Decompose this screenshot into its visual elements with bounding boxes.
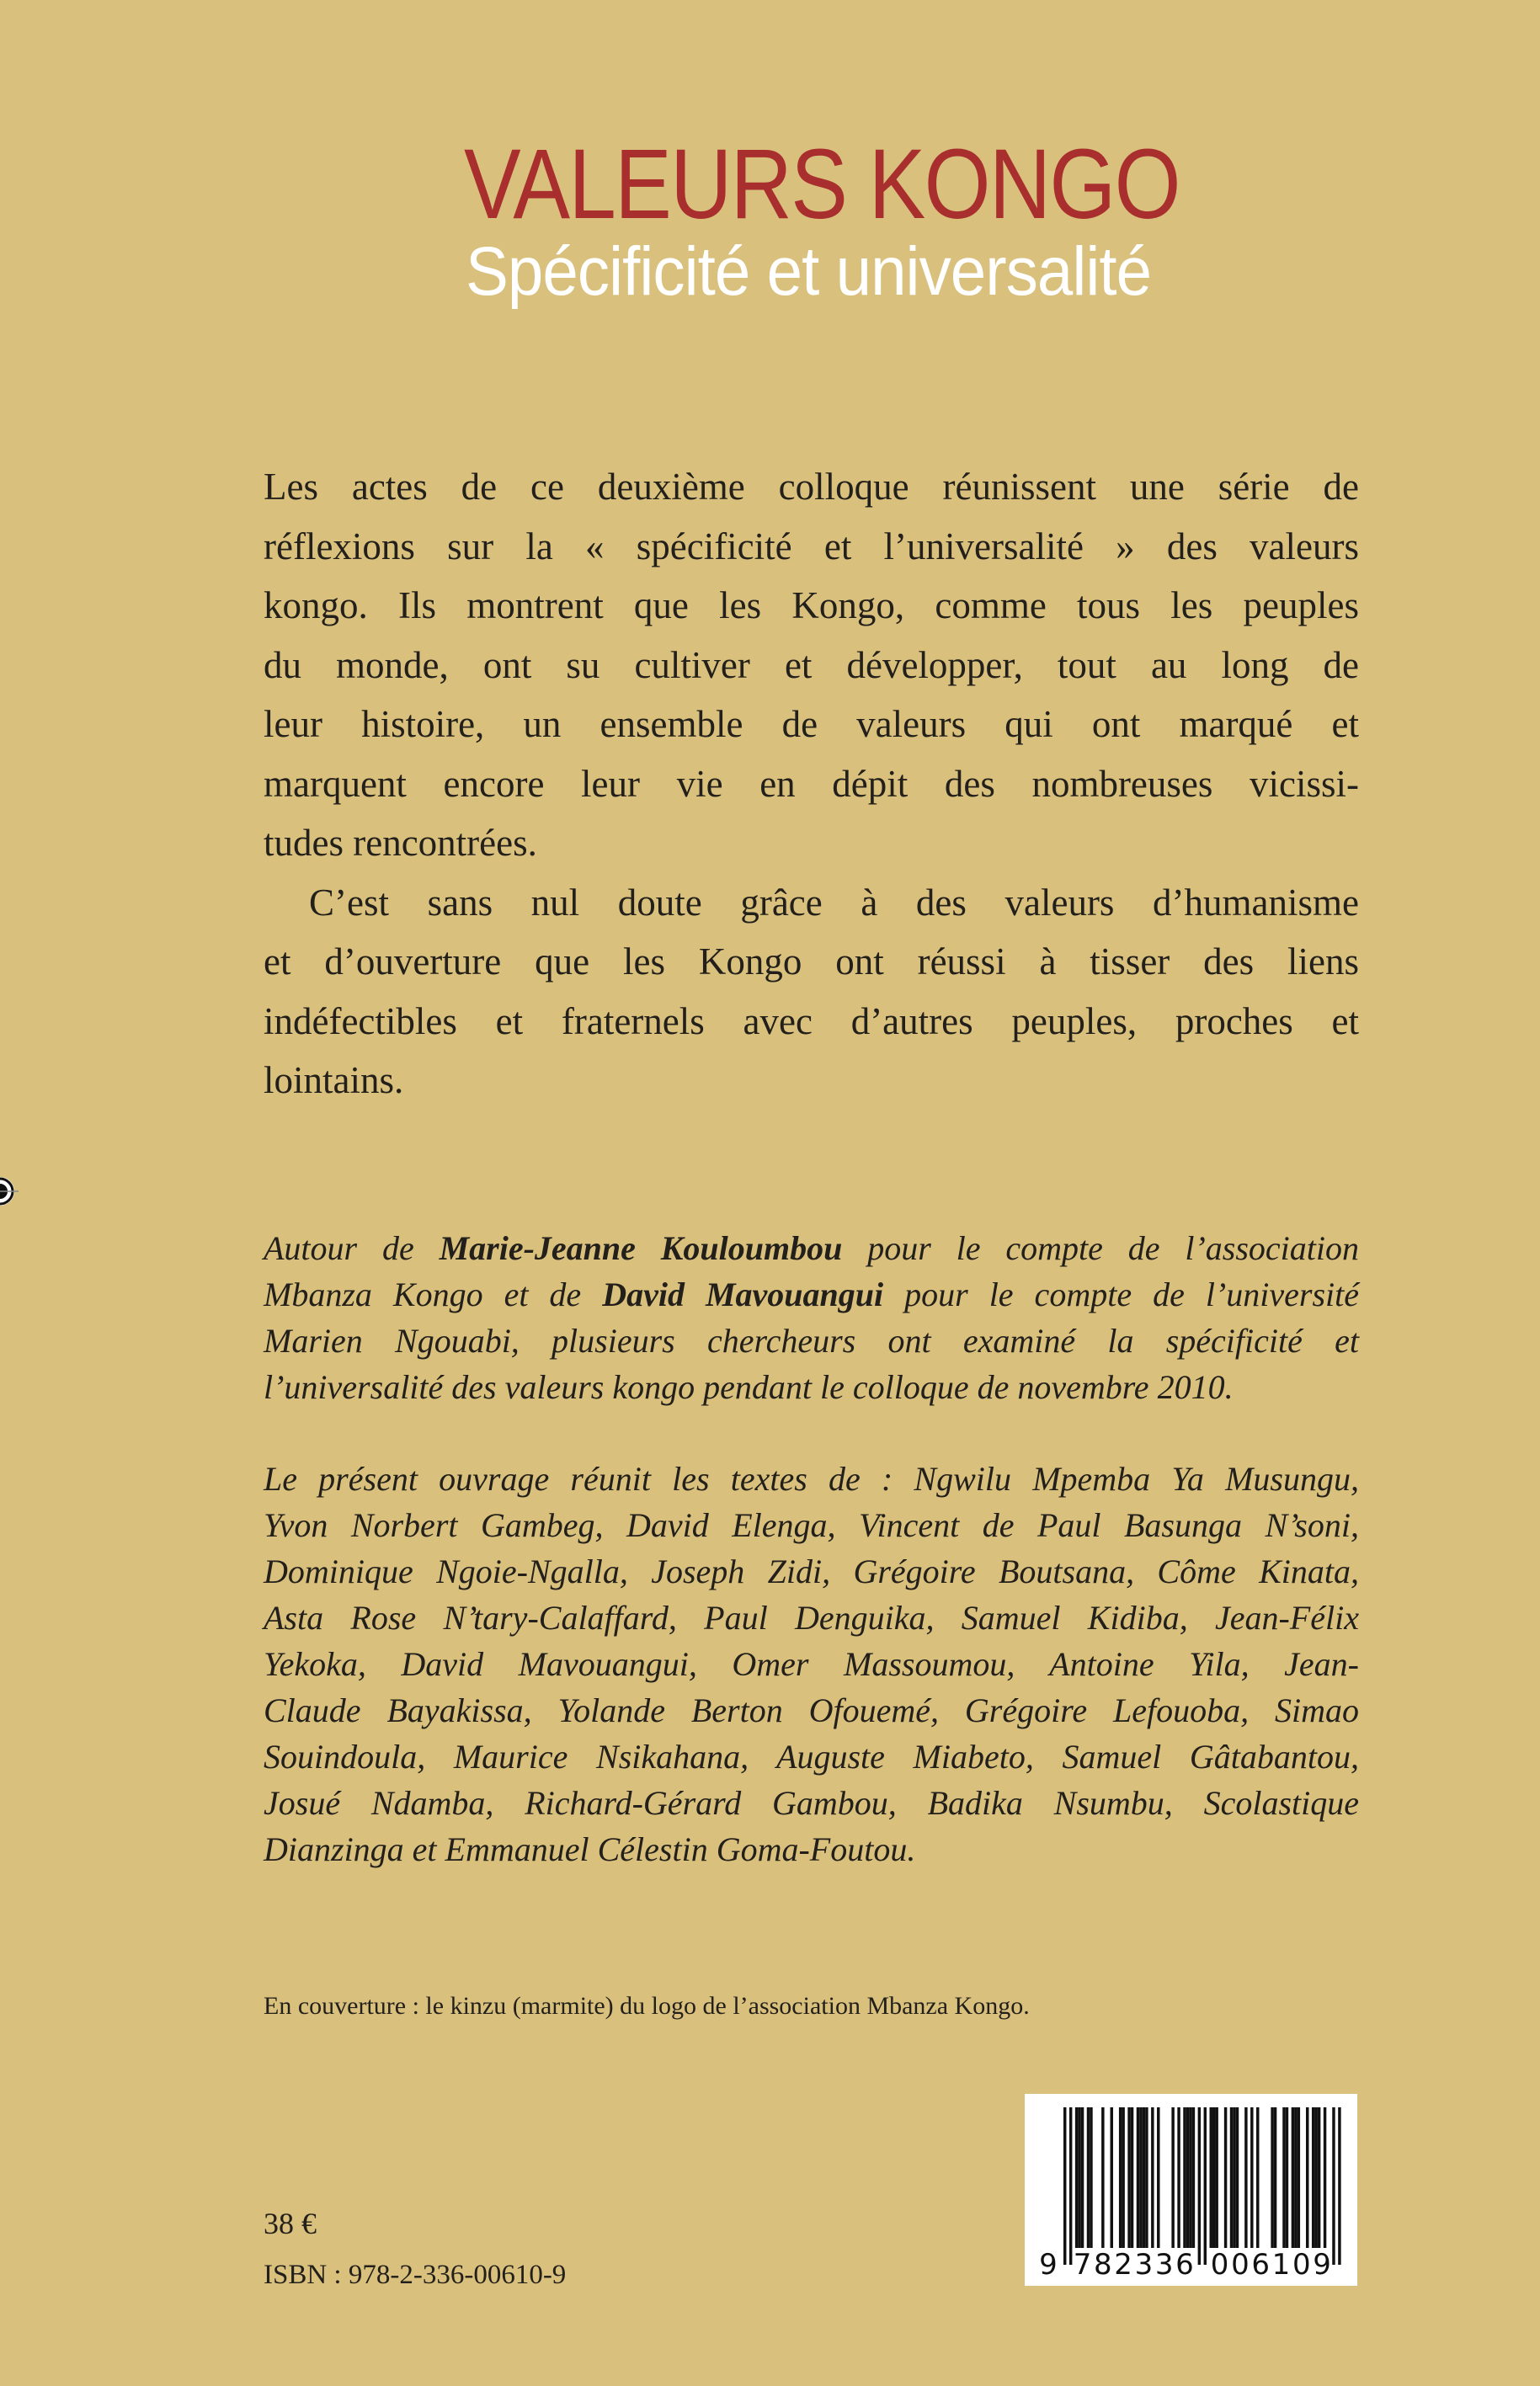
- barcode-bar: [1087, 2107, 1090, 2248]
- contributors-line: Yvon Norbert Gambeg, David Elenga, Vincent de Paul Basunga N’soni,: [264, 1506, 1359, 1544]
- isbn: ISBN : 978-2-336-00610-9: [264, 2260, 567, 2290]
- contributors-line: Claude Bayakissa, Yolande Berton Ofouemé, Grégoire Lefouoba, Simao: [264, 1691, 1359, 1729]
- barcode-bar: [1274, 2107, 1276, 2248]
- text: pour le compte de l’université: [883, 1276, 1359, 1313]
- barcode-digit: 2: [1114, 2248, 1132, 2282]
- editors-line: [264, 1271, 1359, 1318]
- book-subtitle: Spécificité et universalité: [466, 233, 1152, 310]
- editor-name: Marie-Jeanne Kouloumbou: [439, 1229, 843, 1267]
- barcode-digit: 8: [1093, 2248, 1112, 2282]
- barcode-bar: [1186, 2107, 1189, 2248]
- editors-line: Marien Ngouabi, plusieurs chercheurs ont examiné la spécificité et: [264, 1322, 1359, 1360]
- barcode-bar: [1063, 2107, 1066, 2265]
- cover-caption: En couverture : le kinzu (marmite) du logo de l’association Mbanza Kongo.: [264, 1992, 1030, 2020]
- text: pour le compte de l’association: [842, 1229, 1360, 1267]
- barcode-bar: [1192, 2107, 1195, 2248]
- barcode-digit: 9: [1039, 2248, 1058, 2282]
- registration-mark-icon: [0, 1174, 25, 1208]
- barcode-digit: 3: [1154, 2248, 1174, 2282]
- barcode-bar: [1090, 2107, 1092, 2248]
- barcode-bar: [1318, 2107, 1320, 2248]
- barcode-bar: [1069, 2107, 1072, 2265]
- barcode-bar: [1244, 2107, 1247, 2248]
- barcode-bar: [1338, 2107, 1340, 2265]
- barcode-digit: 0: [1231, 2248, 1250, 2282]
- editors-paragraph: [264, 1225, 1359, 1410]
- editor-name: David Mavouangui: [602, 1276, 884, 1313]
- contributors-line: Dianzinga et Emmanuel Célestin Goma-Foutou.: [264, 1830, 916, 1868]
- summary-line: Les actes de ce deuxième colloque réunissent une série de: [264, 466, 1359, 508]
- barcode-bar: [1256, 2107, 1259, 2248]
- barcode-bar: [1183, 2107, 1186, 2248]
- contributors-line: Asta Rose N’tary-Calaffard, Paul Denguika, Samuel Kidiba, Jean-Félix: [264, 1599, 1359, 1637]
- summary-line: et d’ouverture que les Kongo ont réussi à tisser des liens: [264, 940, 1359, 983]
- contributors-line: Yekoka, David Mavouangui, Omer Massoumou, Antoine Yila, Jean-: [264, 1645, 1359, 1683]
- barcode-bar: [1212, 2107, 1215, 2248]
- barcode-bar: [1224, 2107, 1227, 2248]
- barcode-bar: [1139, 2107, 1142, 2248]
- summary-line: indéfectibles et fraternels avec d’autres peuples, proches et: [264, 999, 1359, 1042]
- editors-line: [264, 1225, 1359, 1271]
- editors-line: l’universalité des valeurs kongo pendant le colloque de novembre 2010.: [264, 1368, 1234, 1406]
- barcode-bar: [1145, 2107, 1148, 2248]
- summary-line: C’est sans nul doute grâce à des valeurs d’humanisme: [309, 881, 1359, 924]
- summary-line: réflexions sur la « spécificité et l’universalité » des valeurs: [264, 525, 1359, 567]
- barcode-bar: [1127, 2107, 1130, 2248]
- barcode-digit: 6: [1251, 2248, 1271, 2282]
- barcode-bar: [1171, 2107, 1174, 2248]
- barcode-bar: [1198, 2107, 1201, 2265]
- barcode-digit: 1: [1271, 2248, 1291, 2282]
- barcode-bar: [1204, 2107, 1207, 2265]
- barcode-digit: 0: [1210, 2248, 1229, 2282]
- barcode-bar: [1271, 2107, 1273, 2248]
- barcode-bar: [1306, 2107, 1308, 2248]
- summary-line: marquent encore leur vie en dépit des nombreuses vicissi-: [264, 762, 1359, 805]
- summary-line: tudes rencontrées.: [264, 822, 537, 864]
- barcode-bar: [1177, 2107, 1180, 2248]
- contributors-line: Josué Ndamba, Richard-Gérard Gambou, Badika Nsumbu, Scolastique: [264, 1784, 1359, 1822]
- barcode-bar: [1143, 2107, 1145, 2248]
- contributors-line: Le présent ouvrage réunit les textes de : Ngwilu Mpemba Ya Musungu,: [264, 1460, 1359, 1498]
- barcode-bar: [1332, 2107, 1335, 2265]
- text: Autour de: [264, 1229, 440, 1267]
- barcode-bar: [1210, 2107, 1212, 2248]
- barcode-bar: [1294, 2107, 1297, 2248]
- barcode-bar: [1081, 2107, 1084, 2248]
- barcode-digit: 6: [1175, 2248, 1194, 2282]
- barcode-bar: [1111, 2107, 1113, 2248]
- text: Mbanza Kongo et de: [264, 1276, 603, 1313]
- book-title: VALEURS KONGO: [464, 129, 1180, 240]
- barcode-bar: [1314, 2107, 1317, 2248]
- summary-line: du monde, ont su cultiver et développer, tout au long de: [264, 643, 1359, 686]
- barcode-bar: [1230, 2107, 1233, 2248]
- barcode-bar: [1131, 2107, 1133, 2248]
- barcode-digit: 0: [1292, 2248, 1311, 2282]
- barcode-bar: [1078, 2107, 1080, 2248]
- barcode-bar: [1282, 2107, 1285, 2248]
- barcode-bar: [1324, 2107, 1326, 2248]
- barcode-bar: [1250, 2107, 1253, 2248]
- barcode-bar: [1286, 2107, 1288, 2248]
- barcode-bar: [1157, 2107, 1159, 2248]
- barcode-bar: [1189, 2107, 1191, 2248]
- barcode-digit: 7: [1073, 2248, 1092, 2282]
- barcode-bar: [1122, 2107, 1124, 2248]
- barcode-bar: [1298, 2107, 1300, 2248]
- summary-line: lointains.: [264, 1059, 404, 1101]
- barcode-bar: [1215, 2107, 1218, 2248]
- barcode-digit: 9: [1313, 2248, 1331, 2282]
- price: 38 €: [264, 2207, 317, 2240]
- contributors-line: Souindoula, Maurice Nsikahana, Auguste Miabeto, Samuel Gâtabantou,: [264, 1738, 1359, 1776]
- summary-text: [264, 457, 1359, 1110]
- barcode-bar: [1236, 2107, 1239, 2248]
- barcode-digit: 3: [1134, 2248, 1154, 2282]
- barcode-bar: [1101, 2107, 1104, 2248]
- summary-line: kongo. Ils montrent que les Kongo, comme tous les peuples: [264, 584, 1359, 626]
- barcode-bar: [1075, 2107, 1078, 2248]
- barcode-bar: [1151, 2107, 1154, 2248]
- summary-line: leur histoire, un ensemble de valeurs qui ont marqué et: [264, 703, 1359, 745]
- barcode-bar: [1137, 2107, 1139, 2248]
- barcode-bar: [1119, 2107, 1122, 2248]
- barcode: [1025, 2094, 1357, 2286]
- barcode-bar: [1292, 2107, 1294, 2248]
- contributors-paragraph: [264, 1456, 1359, 1872]
- contributors-line: Dominique Ngoie-Ngalla, Joseph Zidi, Grégoire Boutsana, Côme Kinata,: [264, 1552, 1359, 1590]
- barcode-bar: [1312, 2107, 1314, 2248]
- barcode-bar: [1233, 2107, 1235, 2248]
